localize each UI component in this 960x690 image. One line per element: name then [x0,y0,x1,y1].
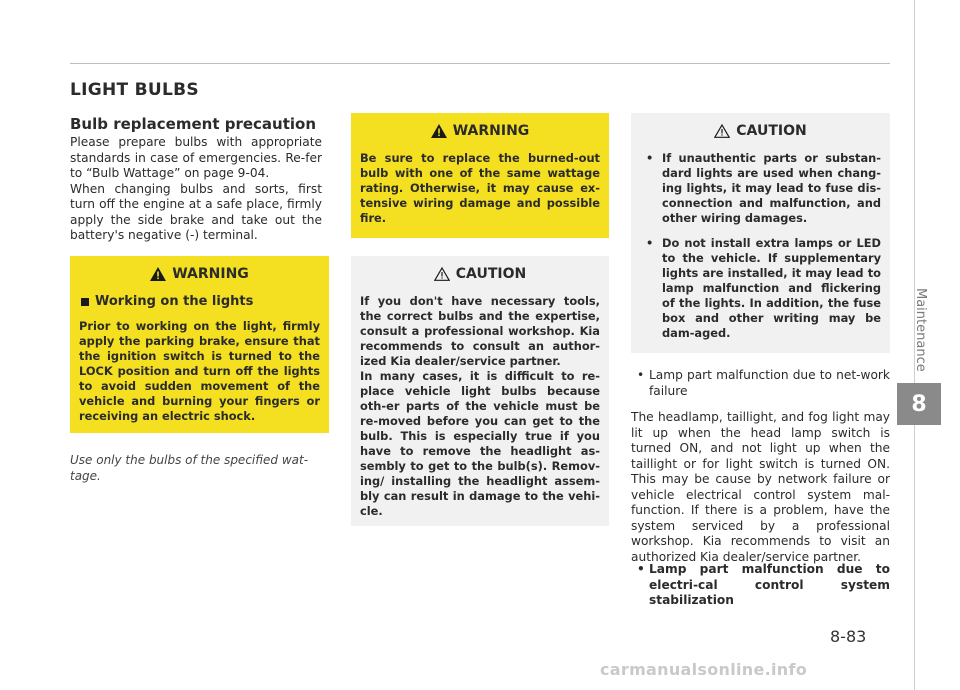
top-divider [70,63,890,64]
page-number: 8-83 [830,627,867,646]
list-item [640,236,881,341]
warning-triangle-icon [431,124,447,138]
caution-triangle-icon [434,267,450,281]
caution-triangle-icon [714,124,730,138]
caution-title-text: CAUTION [455,266,527,282]
list-item [631,562,890,609]
intro-paragraph: Please prepare bulbs with appropriate standards in case of emergencies. Re-fer to “Bulb Wattage” on page 9-04. [70,135,322,180]
warning-box-lights [70,256,329,433]
list-item-text: Lamp part malfunction due to net-work failure [649,368,890,398]
caution-title [360,266,600,282]
network-failure-bullet [631,368,890,399]
warning-text: Prior to working on the light, firmly apply the parking brake, ensure that the ignition switch is turned to the LOCK position and turn off the lights to avoid sudden movement of the vehicle and burning your fingers or receiving an electric shock. [79,319,320,423]
caution-box-tools [351,256,609,526]
bullet-dot-icon: • [637,562,645,576]
warning-title-text: WARNING [452,123,530,139]
caution-box-parts [631,113,890,353]
warning-title-text: WARNING [172,266,249,282]
list-item-text: Do not install extra lamps or LED to the vehicle. If supplementary lights are installed, it may lead to lamp malfunction and flickering of the lights. In addition, the fuse box and other writing may be dam-aged. [662,236,881,340]
chapter-tab: 8 [897,383,941,425]
network-paragraph: The headlamp, taillight, and fog light may lit up when the head lamp switch is turned ON, and not light up when the taillight or for light switch is turned ON. This may be cause by network failure or vehicle electrical control system mal-function. If there is a problem, have the system serviced by a professional workshop. Kia recommends to visit an authorized Kia dealer/service partner. [631,410,890,564]
square-bullet-icon [81,298,89,306]
warning-subheading-text: Working on the lights [95,294,254,309]
warning-title [360,123,600,139]
list-item-text: If unauthentic parts or substan-dard lights are used when chang-ing lights, it may lead to fuse dis-connection and malfunction, and other wiring damages. [662,151,881,225]
list-item [640,151,881,226]
italic-note: Use only the bulbs of the specified wat-tage. [70,453,309,483]
warning-subheading [81,294,320,309]
warning-box-wattage [351,113,609,238]
bullet-dot-icon: • [646,236,654,250]
warning-title [79,266,320,282]
intro-paragraph: When changing bulbs and sorts, first turn off the engine at a safe place, firmly apply the side brake and take out the battery's negative (-) terminal. [70,181,322,242]
warning-triangle-icon [150,267,166,281]
caution-bullet-list [640,151,881,341]
watermark: carmanualsonline.info [600,660,808,679]
caution-paragraph: If you don't have necessary tools, the correct bulbs and the expertise, consult a professional workshop. Kia recommends to consult an author-ized Kia dealer/service partner. [360,294,600,368]
caution-title [640,123,881,139]
caution-paragraph: In many cases, it is difficult to re-place vehicle light bulbs because oth-er parts of the vehicle must be re-moved before you can get to the bulb. This is especially true if you have to remove the headlight as-sembly to get to the bulb(s). Remov-ing/ installing the headlight assem-bly can result in damage to the vehi-cle. [360,369,600,518]
list-item-text: Lamp part malfunction due to electri-cal control system stabilization [649,562,890,607]
caution-title-text: CAUTION [736,123,807,139]
bullet-dot-icon: • [637,368,645,382]
esc-bullet [631,562,890,609]
section-title: LIGHT BULBS [70,80,199,100]
side-section-label: Maintenance [913,288,928,372]
intro-text [70,135,322,244]
list-item [631,368,890,399]
subtitle: Bulb replacement precaution [70,115,317,133]
bullet-dot-icon: • [646,151,654,165]
warning-text: Be sure to replace the burned-out bulb with one of the same wattage rating. Otherwise, it may cause ex-tensive wiring damage and possible fire. [360,151,600,225]
